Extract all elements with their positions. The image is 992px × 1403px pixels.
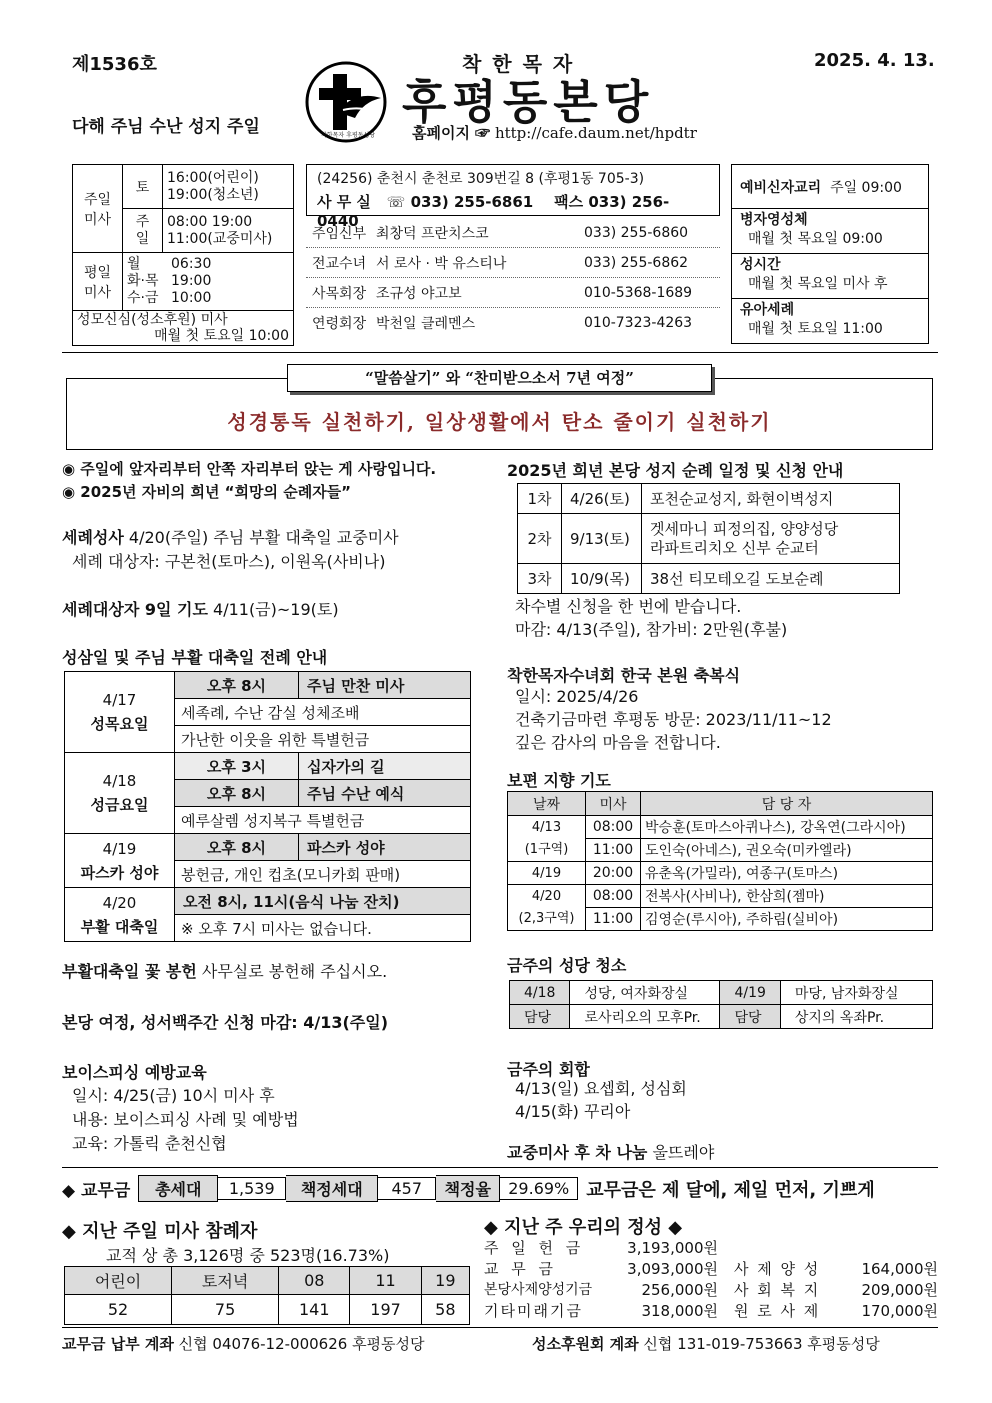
infant-baptism: 유아세례 매월 첫 토요일 11:00 (740, 302, 883, 337)
homepage-link[interactable]: http://cafe.daum.net/hpdtr (494, 124, 697, 142)
logo-arc-text: 착한목자 후평동성당 (321, 132, 376, 139)
pilgrim-title: 2025년 희년 본당 성지 순례 일정 및 신청 안내 (507, 461, 844, 480)
meeting-line: 4/15(화) 꾸리아 (515, 1102, 631, 1121)
tea-sharing: 교중미사 후 차 나눔 울뜨레야 (507, 1143, 715, 1162)
triduum-table: 4/17 성목요일 오후 8시 주님 만찬 미사 세족례, 수난 감실 성체조배 가난한 이웃을 위한 특별헌금 4/18 성금요일 오후 3시 십자가의 길 오후 8시 주님 수난 예식 예루살렘 성지복구 특별헌금 4/19 파스카 성야 오후 8시 파스카 성야 봉헌금, 개인 컵초(모니카회 판매) 4/20 부활 대축일 오전 8시, 11시(음식 나눔 잔치) ※ 오후 7시 미사는 없습니다. (64, 671, 471, 942)
staff-list (306, 218, 720, 338)
clean-title: 금주의 성당 청소 (507, 956, 627, 975)
staff-row: 전교수녀 서 로사 · 박 유스티나 033) 255-6862 (306, 248, 720, 278)
nuns-title: 착한목자수녀회 한국 본원 축복식 (507, 666, 741, 685)
attendance-table: 어린이 토저녁 08 11 19 52 75 141 197 58 (64, 1266, 470, 1325)
sun-cell: 4/20 부활 대축일 (65, 888, 175, 942)
attendance-summary: 교적 상 총 3,126명 중 523명(16.73%) (106, 1246, 390, 1265)
phishing-line: 내용: 보이스피싱 사례 및 예방법 (72, 1110, 299, 1129)
staff-row: 사목회장 조규성 야고보 010-5368-1689 (306, 278, 720, 308)
cleaning-table: 4/18 성당, 여자화장실 4/19 마당, 남자화장실 담당 로사리오의 모후Pr. 담당 상지의 옥좌Pr. (509, 980, 933, 1029)
sick-communion: 병자영성체 매월 첫 목요일 09:00 (732, 209, 928, 254)
parish-logo (303, 60, 389, 144)
fri-cell: 4/18 성금요일 (65, 753, 175, 834)
phishing-line: 교육: 가톨릭 춘천신협 (72, 1134, 227, 1153)
baptism-people: 세례 대상자: 구본천(토마스), 이원옥(사비나) (72, 552, 386, 571)
assessed-rate: 29.69% (500, 1177, 578, 1200)
sat-label: 토 (123, 165, 163, 209)
issue-date: 2025. 4. 13. (814, 50, 935, 71)
pilgrim-table: 1차 4/26(토) 포천순교성지, 화현이벽성지 2차 9/13(토) 겟세마니 피정의집, 양양성당 라파트리치오 신부 순교터 3차 10/9(목) 38선 티모테오길 도보순례 (517, 483, 900, 594)
office-label: 사 무 실 (317, 193, 371, 211)
issue-number: 제1536호 (72, 54, 157, 75)
dues-label: ◆ 교무금 (62, 1181, 131, 1201)
tagline: 착 한 목 자 (462, 52, 575, 76)
sun-times: 08:00 19:00 11:00(교중미사) (163, 209, 294, 253)
theme-main: 성경통독 실천하기, 일상생활에서 탄소 줄이기 실천하기 (227, 410, 772, 434)
holy-hour: 성시간 매월 첫 목요일 미사 후 (732, 254, 928, 299)
flower-offering: 부활대축일 꽃 봉헌 사무실로 봉헌해 주십시오. (62, 962, 388, 981)
bullet-jubilee: ◉ 2025년 자비의 희년 “희망의 순례자들” (62, 483, 352, 501)
offering-title: ◆ 지난 주 우리의 정성 ◆ (484, 1217, 683, 1238)
heart-mass-time: 매월 첫 토요일 10:00 (154, 328, 289, 344)
office-box (306, 164, 720, 230)
total-households: 1,539 (218, 1177, 286, 1200)
attendance-title: ◆ 지난 주일 미사 참례자 (62, 1221, 258, 1242)
office-phone: ☏ 033) 255-6861 (386, 193, 534, 211)
sunday-mass-label: 주일 미사 (73, 165, 123, 253)
offering-row: 교 무 금 3,093,000원 사 제 양 성 164,000원 (484, 1260, 938, 1278)
staff-row: 연령회장 박천일 클레멘스 010-7323-4263 (312, 315, 693, 332)
sunday-title: 다해 주님 수난 성지 주일 (72, 117, 260, 137)
weekday-times: 06:30 19:00 10:00 (171, 256, 212, 306)
total-households-label: 총세대 (138, 1175, 218, 1202)
weekday-days: 월 화·목 수·금 (127, 256, 159, 306)
footer-vocation-account: 성소후원회 계좌 신협 131-019-753663 후평동성당 (532, 1335, 880, 1353)
sun-label: 주 일 (123, 209, 163, 253)
phishing-line: 일시: 4/25(금) 10시 미사 후 (72, 1086, 275, 1105)
meeting-title: 금주의 회합 (507, 1060, 590, 1079)
deadline: 본당 여정, 성서백주간 신청 마감: 4/13(주일) (62, 1013, 389, 1032)
assessed-households: 457 (378, 1177, 436, 1200)
homepage (412, 122, 697, 143)
parish-name: 후평동본당 (402, 75, 655, 129)
bullet-seating: ◉ 주일에 앞자리부터 안쪽 자리부터 앉는 게 사랑입니다. (62, 460, 437, 478)
prayer-table: 날짜 미사 담 당 자 4/13 (1구역) 08:00 박승훈(토마스아퀴나스), 강옥연(그라시아) 11:00 도인숙(아네스), 권오숙(미카엘라) 4/19 20:00 유춘옥(가밀라), 여종구(토마스) 4/20 (2,3구역) 08:00 전복사(사비나), 한삼희(젬마) 11:00 김영순(루시아), 주하림(실비아) (507, 791, 933, 931)
phishing-title: 보이스피싱 예방교육 (62, 1063, 207, 1082)
mass-schedule (72, 164, 294, 346)
office-address: (24256) 춘천시 춘천로 309번길 8 (후평1동 705-3) (317, 171, 645, 187)
sacraments-box (731, 164, 929, 344)
nuns-line: 깊은 감사의 마음을 전합니다. (515, 733, 721, 752)
footer-dues-account: 교무금 납부 계좌 신협 04076-12-000626 후평동성당 (62, 1335, 425, 1353)
catechumen: 예비신자교리 주일 09:00 (732, 165, 928, 209)
prayer-title: 보편 지향 기도 (507, 771, 611, 790)
theme-tab: “말씀살기” 와 “찬미받으소서 7년 여정” (287, 364, 712, 392)
baptism: 세례성사 4/20(주일) 주님 부활 대축일 교중미사 (62, 528, 399, 547)
dues-slogan: 교무금은 제 달에, 제일 먼저, 기쁘게 (586, 1179, 875, 1201)
weekday-mass-label: 평일 미사 (73, 253, 123, 311)
homepage-label: 홈페이지 ☞ (412, 124, 491, 142)
offering-list (484, 1238, 938, 1322)
thu-cell: 4/17 성목요일 (65, 672, 175, 753)
novena: 세례대상자 9일 기도 4/11(금)~19(토) (62, 600, 339, 619)
sat-cell: 4/19 파스카 성야 (65, 834, 175, 888)
pilgrim-note: 차수별 신청을 한 번에 받습니다. (515, 597, 742, 616)
offering-row: 주 일 헌 금 3,193,000원 (484, 1239, 718, 1257)
dues-bar (62, 1175, 875, 1202)
triduum-title: 성삼일 및 주님 부활 대축일 전례 안내 (62, 648, 328, 667)
office-fax: 팩스 033) 256-0440 (317, 193, 670, 230)
nuns-line: 건축기금마련 후평동 방문: 2023/11/11~12 (515, 710, 832, 729)
heart-mass-title: 성모신심(성소후원) 미사 (77, 312, 228, 328)
offering-row: 기타미래기금 318,000원 원 로 사 제 170,000원 (484, 1302, 938, 1320)
assessed-households-label: 책정세대 (286, 1175, 378, 1202)
nuns-line: 일시: 2025/4/26 (515, 687, 639, 706)
meeting-line: 4/13(일) 요셉회, 성심회 (515, 1079, 687, 1098)
staff-row: 주임신부 최창덕 프란치스코 033) 255-6860 (306, 218, 720, 248)
sat-times: 16:00(어린이) 19:00(청소년) (163, 165, 294, 209)
pilgrim-note: 마감: 4/13(주일), 참가비: 2만원(후불) (515, 620, 788, 639)
assessed-rate-label: 책정율 (436, 1175, 500, 1202)
offering-row: 본당사제양성기금 256,000원 사 회 복 지 209,000원 (484, 1281, 938, 1299)
